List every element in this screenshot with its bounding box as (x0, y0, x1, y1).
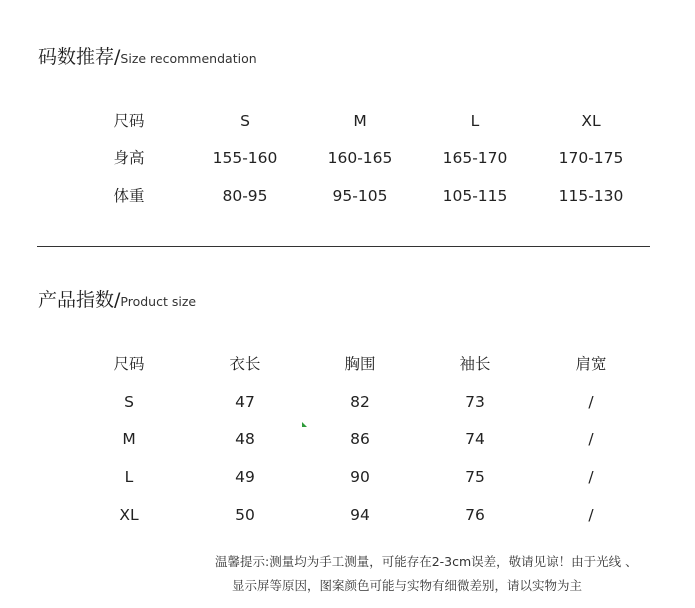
table-cell: 49 (235, 468, 255, 486)
table-cell: 肩宽 (575, 355, 607, 373)
size-table-header-row (0, 109, 695, 133)
table-cell: XL (581, 112, 601, 130)
table-cell: 105-115 (442, 187, 508, 205)
green-corner-mark (302, 422, 307, 427)
table-cell: 袖长 (459, 355, 491, 373)
table-cell: 82 (350, 393, 370, 411)
product-heading-slash: / (114, 289, 121, 311)
product-size-heading (38, 285, 196, 312)
section-divider (37, 246, 650, 247)
table-row (0, 465, 695, 489)
note-line-1: 温馨提示:测量均为手工测量，可能存在2-3cm误差，敬请见谅！由于光线 、 (215, 554, 638, 569)
table-cell: 115-130 (558, 187, 624, 205)
table-cell: 47 (235, 393, 255, 411)
table-cell: S (240, 112, 250, 130)
table-cell: M (122, 430, 136, 448)
table-cell: 48 (235, 430, 255, 448)
table-cell: / (588, 468, 594, 486)
table-cell: / (588, 430, 594, 448)
table-row (0, 390, 695, 414)
table-cell: XL (119, 506, 139, 524)
table-cell: L (470, 112, 480, 130)
table-cell: 94 (350, 506, 370, 524)
product-table-header-row (0, 352, 695, 376)
table-cell: 76 (465, 506, 485, 524)
size-heading-en: Size recommendation (120, 51, 257, 66)
table-cell: 胸围 (344, 355, 376, 373)
table-cell: 衣长 (229, 355, 261, 373)
table-cell: 73 (465, 393, 485, 411)
product-heading-en: Product size (120, 294, 197, 309)
table-row (0, 503, 695, 527)
table-cell: 尺码 (113, 355, 145, 373)
table-cell: S (124, 393, 134, 411)
table-cell: 165-170 (442, 149, 508, 167)
table-cell: / (588, 506, 594, 524)
size-recommendation-heading (38, 42, 257, 69)
table-cell: 80-95 (222, 187, 268, 205)
table-cell: M (353, 112, 367, 130)
size-heading-zh: 码数推荐 (38, 46, 115, 68)
table-cell: 86 (350, 430, 370, 448)
table-cell: 74 (465, 430, 485, 448)
table-cell: 160-165 (327, 149, 393, 167)
note-line-2: 显示屏等原因，图案颜色可能与实物有细微差别，请以实物为主 (232, 578, 583, 593)
table-cell: 50 (235, 506, 255, 524)
table-cell: 身高 (113, 149, 145, 167)
table-cell: 155-160 (212, 149, 278, 167)
table-cell: 尺码 (113, 112, 145, 130)
table-cell: / (588, 393, 594, 411)
table-row (0, 146, 695, 170)
table-row (0, 184, 695, 208)
table-cell: L (124, 468, 134, 486)
table-cell: 90 (350, 468, 370, 486)
table-cell: 75 (465, 468, 485, 486)
table-cell: 170-175 (558, 149, 624, 167)
product-heading-zh: 产品指数 (38, 289, 115, 311)
table-cell: 体重 (113, 187, 145, 205)
table-row (0, 427, 695, 451)
table-cell: 95-105 (332, 187, 388, 205)
size-heading-slash: / (114, 46, 121, 68)
